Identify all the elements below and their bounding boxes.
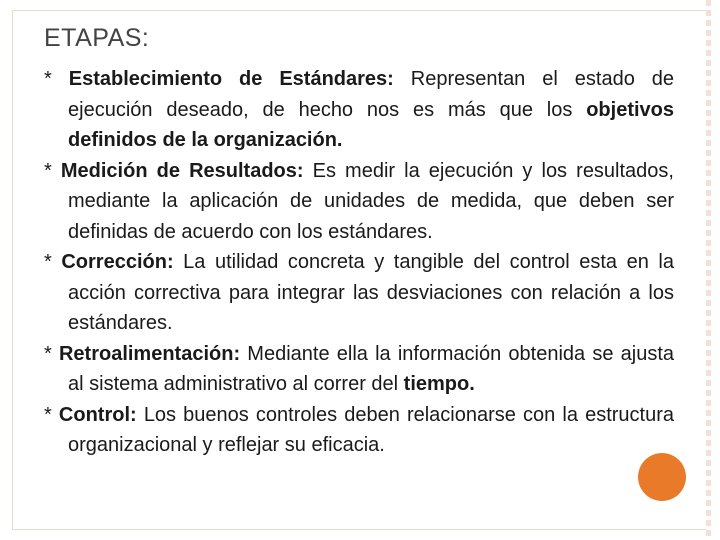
item-bold-tail: objetivos definidos de la organización. <box>68 98 674 151</box>
slide-title: ETAPAS: <box>44 24 150 52</box>
decorative-stripe <box>706 0 711 540</box>
item-text: Mediante ella la información obtenida se ajusta al sistema administrativo al correr del <box>68 342 674 395</box>
item-term: Medición de Resultados: <box>60 159 304 182</box>
list-item <box>44 64 674 156</box>
item-text: La utilidad concreta y tangible del control esta en la acción correctiva para integrar las desviaciones con relación a los estándares. <box>68 251 675 334</box>
item-text: Representan el estado de ejecución deseado, de hecho nos es más que los <box>68 68 675 121</box>
bullet: * <box>44 403 59 426</box>
item-text: Es medir la ejecución y los resultados, mediante la aplicación de unidades de medida, que deben ser definidas de acuerdo con los estándares. <box>68 159 674 243</box>
bullet: * <box>44 251 62 273</box>
bullet: * <box>44 342 59 365</box>
item-text: Los buenos controles deben relacionarse con la estructura organizacional y reflejar su eficacia. <box>68 403 675 456</box>
list-item <box>44 339 674 400</box>
item-term: Corrección: <box>61 251 174 273</box>
bullet: * <box>44 159 61 182</box>
accent-circle <box>638 453 686 501</box>
list-item <box>44 400 674 461</box>
list-item <box>44 247 674 339</box>
item-term: Retroalimentación: <box>58 342 241 365</box>
item-term: Control: <box>58 403 137 426</box>
bullet: * <box>44 68 69 90</box>
item-bold-tail: tiempo. <box>398 373 475 395</box>
item-term: Establecimiento de Estándares: <box>68 68 394 90</box>
stages-list <box>44 64 674 461</box>
list-item <box>44 156 674 248</box>
